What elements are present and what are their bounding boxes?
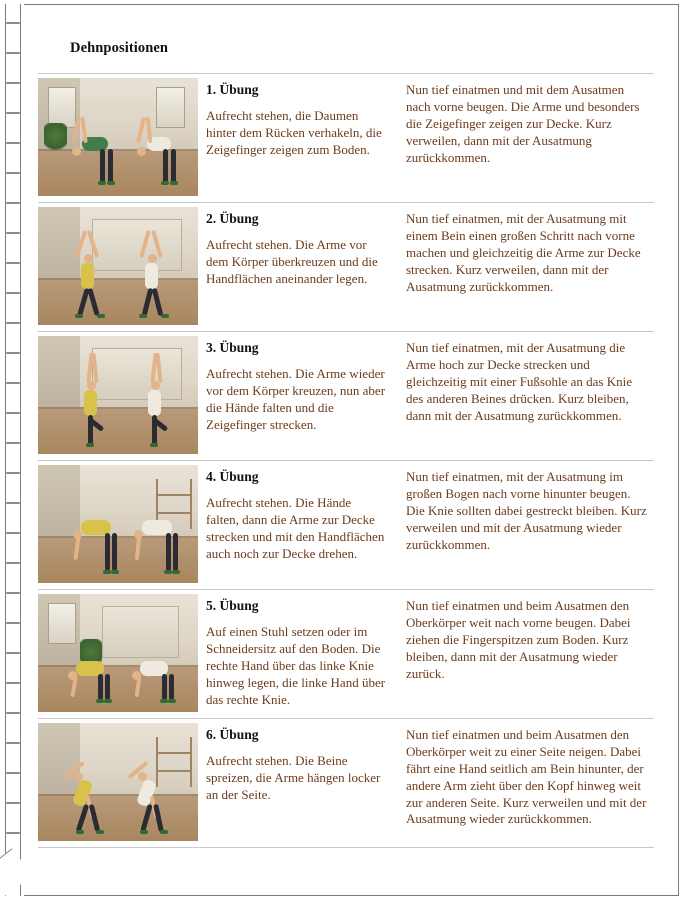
exercise-photo-2 xyxy=(38,207,198,325)
exercise-breathing: Nun tief einatmen und mit dem Ausatmen nach vorne beugen. Die Arme und besonders die Zeigefinger zeigen zur Decke. Kurz verweilen, dann mit der Ausatmung zurückkommen. xyxy=(406,82,640,165)
exercise-table xyxy=(38,73,654,848)
binding-line-outer xyxy=(20,4,21,896)
exercise-instruction: Aufrecht stehen. Die Arme vor dem Körper überkreuzen und die Handflächen aneinander legen. xyxy=(206,237,378,286)
exercise-photo-cell xyxy=(38,332,202,460)
page-right-edge xyxy=(678,4,679,896)
exercise-photo-cell xyxy=(38,719,202,847)
exercise-number: 5. Übung xyxy=(206,598,259,613)
exercise-number: 6. Übung xyxy=(206,727,259,742)
exercise-photo-cell xyxy=(38,461,202,589)
table-row xyxy=(38,719,654,848)
exercise-instruction-cell xyxy=(202,332,398,460)
exercise-photo-cell xyxy=(38,203,202,331)
exercise-number: 3. Übung xyxy=(206,340,259,355)
exercise-photo-5 xyxy=(38,594,198,712)
exercise-breathing: Nun tief einatmen und beim Ausatmen den Oberkörper weit nach vorne beugen. Dabei ziehen die Fingerspitzen zum Boden. Kurz bleiben, dann mit der Ausatmung wieder zurück. xyxy=(406,598,631,681)
exercise-instruction-cell xyxy=(202,590,398,718)
exercise-instruction-cell xyxy=(202,719,398,847)
exercise-instruction: Aufrecht stehen. Die Arme wieder vor dem Körper kreuzen, nun aber die Hände falten und die Zeigefinger strecken. xyxy=(206,366,386,432)
exercise-instruction: Aufrecht stehen. Die Beine spreizen, die Arme hängen locker an der Seite. xyxy=(206,753,381,802)
table-row xyxy=(38,74,654,203)
exercise-photo-3 xyxy=(38,336,198,454)
exercise-breathing: Nun tief einatmen und beim Ausatmen den Oberkörper weit zu einer Seite neigen. Dabei fährt eine Hand seitlich am Bein hinunter, der andere Arm zieht über den Kopf hinweg weit zur anderen Seite. Kurz verweilen und mit der Ausatmung wieder zurückkommen. xyxy=(406,727,647,827)
exercise-instruction-cell xyxy=(202,74,398,202)
exercise-breathing: Nun tief einatmen, mit der Ausatmung im großen Bogen nach vorne hinunter beugen. Die Knie sollten dabei gestreckt bleiben. Kurz verweilen und mit der Ausatmung wieder zurückkommen. xyxy=(406,469,647,552)
exercise-number: 1. Übung xyxy=(206,82,259,97)
exercise-breathing-cell xyxy=(398,74,654,202)
spiral-binding xyxy=(0,0,24,900)
exercise-photo-cell xyxy=(38,74,202,202)
document-content xyxy=(36,40,664,848)
binding-line-inner xyxy=(5,4,6,896)
exercise-photo-1 xyxy=(38,78,198,196)
exercise-breathing-cell xyxy=(398,590,654,718)
page-top-edge xyxy=(5,4,679,5)
exercise-instruction-cell xyxy=(202,461,398,589)
exercise-number: 2. Übung xyxy=(206,211,259,226)
page-bottom-edge xyxy=(5,895,679,896)
exercise-breathing: Nun tief einatmen, mit der Ausatmung mit einem Bein einen großen Schritt nach vorne machen und gleichzeitig die Arme zur Decke strecken. Kurz verweilen, dann mit der Ausatmung zurückkommen. xyxy=(406,211,641,294)
exercise-breathing-cell xyxy=(398,461,654,589)
exercise-photo-4 xyxy=(38,465,198,583)
exercise-breathing-cell xyxy=(398,203,654,331)
exercise-breathing-cell xyxy=(398,332,654,460)
exercise-breathing-cell xyxy=(398,719,654,847)
table-row xyxy=(38,590,654,719)
table-row xyxy=(38,203,654,332)
exercise-photo-6 xyxy=(38,723,198,841)
table-row xyxy=(38,332,654,461)
page-title: Dehnpositionen xyxy=(70,40,169,56)
exercise-number: 4. Übung xyxy=(206,469,259,484)
exercise-photo-cell xyxy=(38,590,202,718)
exercise-instruction-cell xyxy=(202,203,398,331)
exercise-instruction: Aufrecht stehen. Die Hände falten, dann die Arme zur Decke strecken und mit den Handflächen auch noch zur Decke drehen. xyxy=(206,495,385,561)
exercise-instruction: Aufrecht stehen, die Daumen hinter dem Rücken verhakeln, die Zeigefinger zeigen zum Boden. xyxy=(206,108,382,157)
exercise-instruction: Auf einen Stuhl setzen oder im Schneidersitz auf den Boden. Die rechte Hand über das linke Knie hinweg legen, die linke Hand über das rechte Knie. xyxy=(206,624,386,707)
table-row xyxy=(38,461,654,590)
exercise-breathing: Nun tief einatmen, mit der Ausatmung die Arme hoch zur Decke strecken und gleichzeitig mit einer Fußsohle an das Knie des anderen Beines drücken. Kurz bleiben, dann mit der Ausatmung zurückkommen. xyxy=(406,340,632,423)
